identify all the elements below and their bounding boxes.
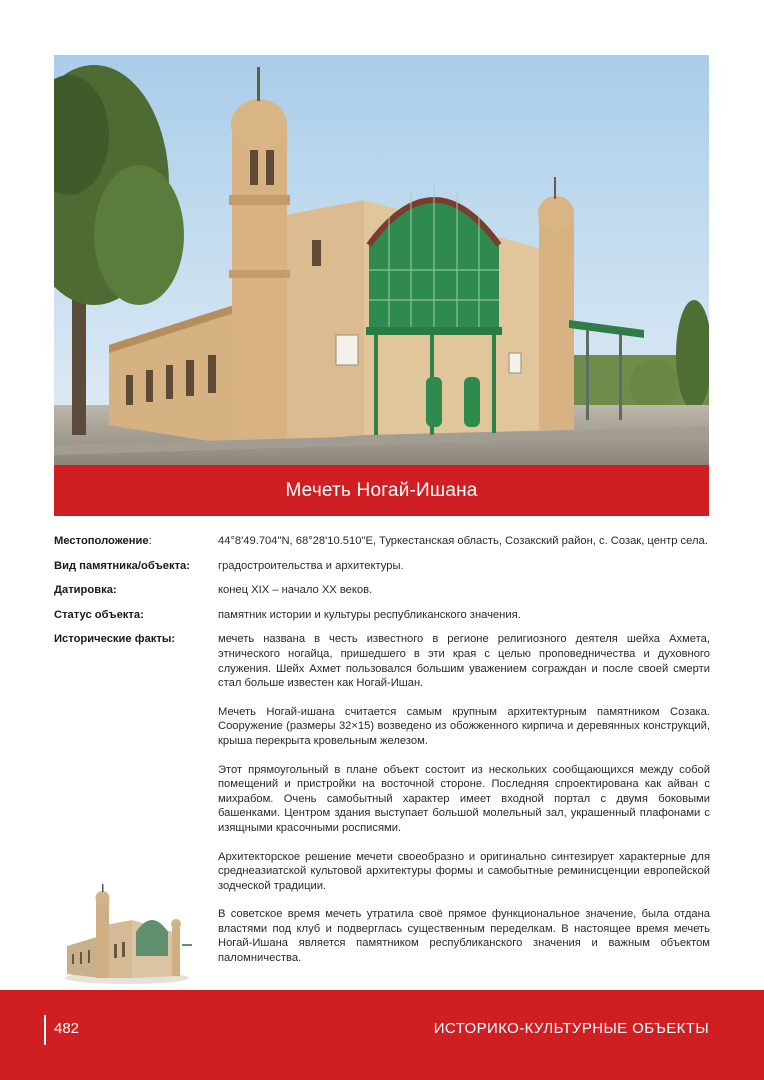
object-title-bar — [54, 465, 709, 516]
fact-label: Датировка: — [54, 584, 117, 597]
fact-row-location — [54, 534, 710, 549]
fact-label: Статус объекта: — [54, 608, 144, 621]
page-footer — [0, 990, 764, 1080]
fact-label: Исторические факты: — [54, 633, 176, 646]
history-paragraph: Этот прямоугольный в плане объект состоит из нескольких сообщающихся между собой помещений и пристройки на восточной стороне. Последняя спроектирована как айван с михрабом. Очень самобытный характер имеет входной портал с двумя боковыми башенками. Центром здания выступает большой молельный зал, украшенный плафонами с изящными красочными росписями. — [218, 763, 710, 834]
mosque-sketch-icon — [62, 884, 192, 984]
fact-row-type — [54, 559, 710, 574]
fact-label: Вид памятника/объекта: — [54, 559, 190, 572]
fact-value: конец XIX – начало XX веков. — [218, 584, 373, 597]
fact-label: Местоположение — [54, 535, 149, 547]
page-number: 482 — [54, 1020, 80, 1037]
fact-row-status — [54, 608, 710, 623]
fact-row-dating — [54, 583, 710, 598]
history-paragraph: В советское время мечеть утратила своё прямое функциональное значение, была отдана властями под клуб и подверглась существенным переделкам. В настоящее время мечеть Ногай-Ишана является памятником республиканского значения и важным объектом паломничества. — [218, 908, 710, 965]
fact-label-colon: : — [148, 535, 152, 547]
history-paragraph: мечеть названа в честь известного в регионе религиозного деятеля шейха Ахмета, этнического ногайца, пришедшего в эти края с целью проповедничества и духовного служения. Шейх Ахмет пользовался большим уважением сограждан и после своей смерти стал больше известен как Ногай-Ишан. — [218, 633, 710, 690]
section-title: ИСТОРИКО-КУЛЬТУРНЫЕ ОБЪЕКТЫ — [433, 1020, 709, 1037]
fact-value: градостроительства и архитектуры. — [218, 559, 404, 572]
footer-divider — [44, 1015, 46, 1045]
history-paragraph: Архитекторское решение мечети своеобразно и оригинально синтезирует характерные для среднеазиатской культовой архитектуры формы и самобытные реминисценции европейской зодческой традиции. — [218, 850, 710, 892]
object-title: Мечеть Ногай-Ишана — [285, 479, 478, 501]
fact-value: памятник истории и культуры республиканского значения. — [218, 608, 521, 621]
fact-value: 44°8'49.704"N, 68°28'10.510"E, Туркестанская область, Созакский район, с. Созак, центр села. — [218, 535, 708, 547]
mosque-photo — [54, 55, 709, 465]
history-paragraph: Мечеть Ногай-ишана считается самым крупным архитектурным памятником Созака. Сооружение (размеры 32×15) возведено из обожженного кирпича и деревянных конструкций, крыша перекрыта кровельным железом. — [218, 705, 710, 747]
